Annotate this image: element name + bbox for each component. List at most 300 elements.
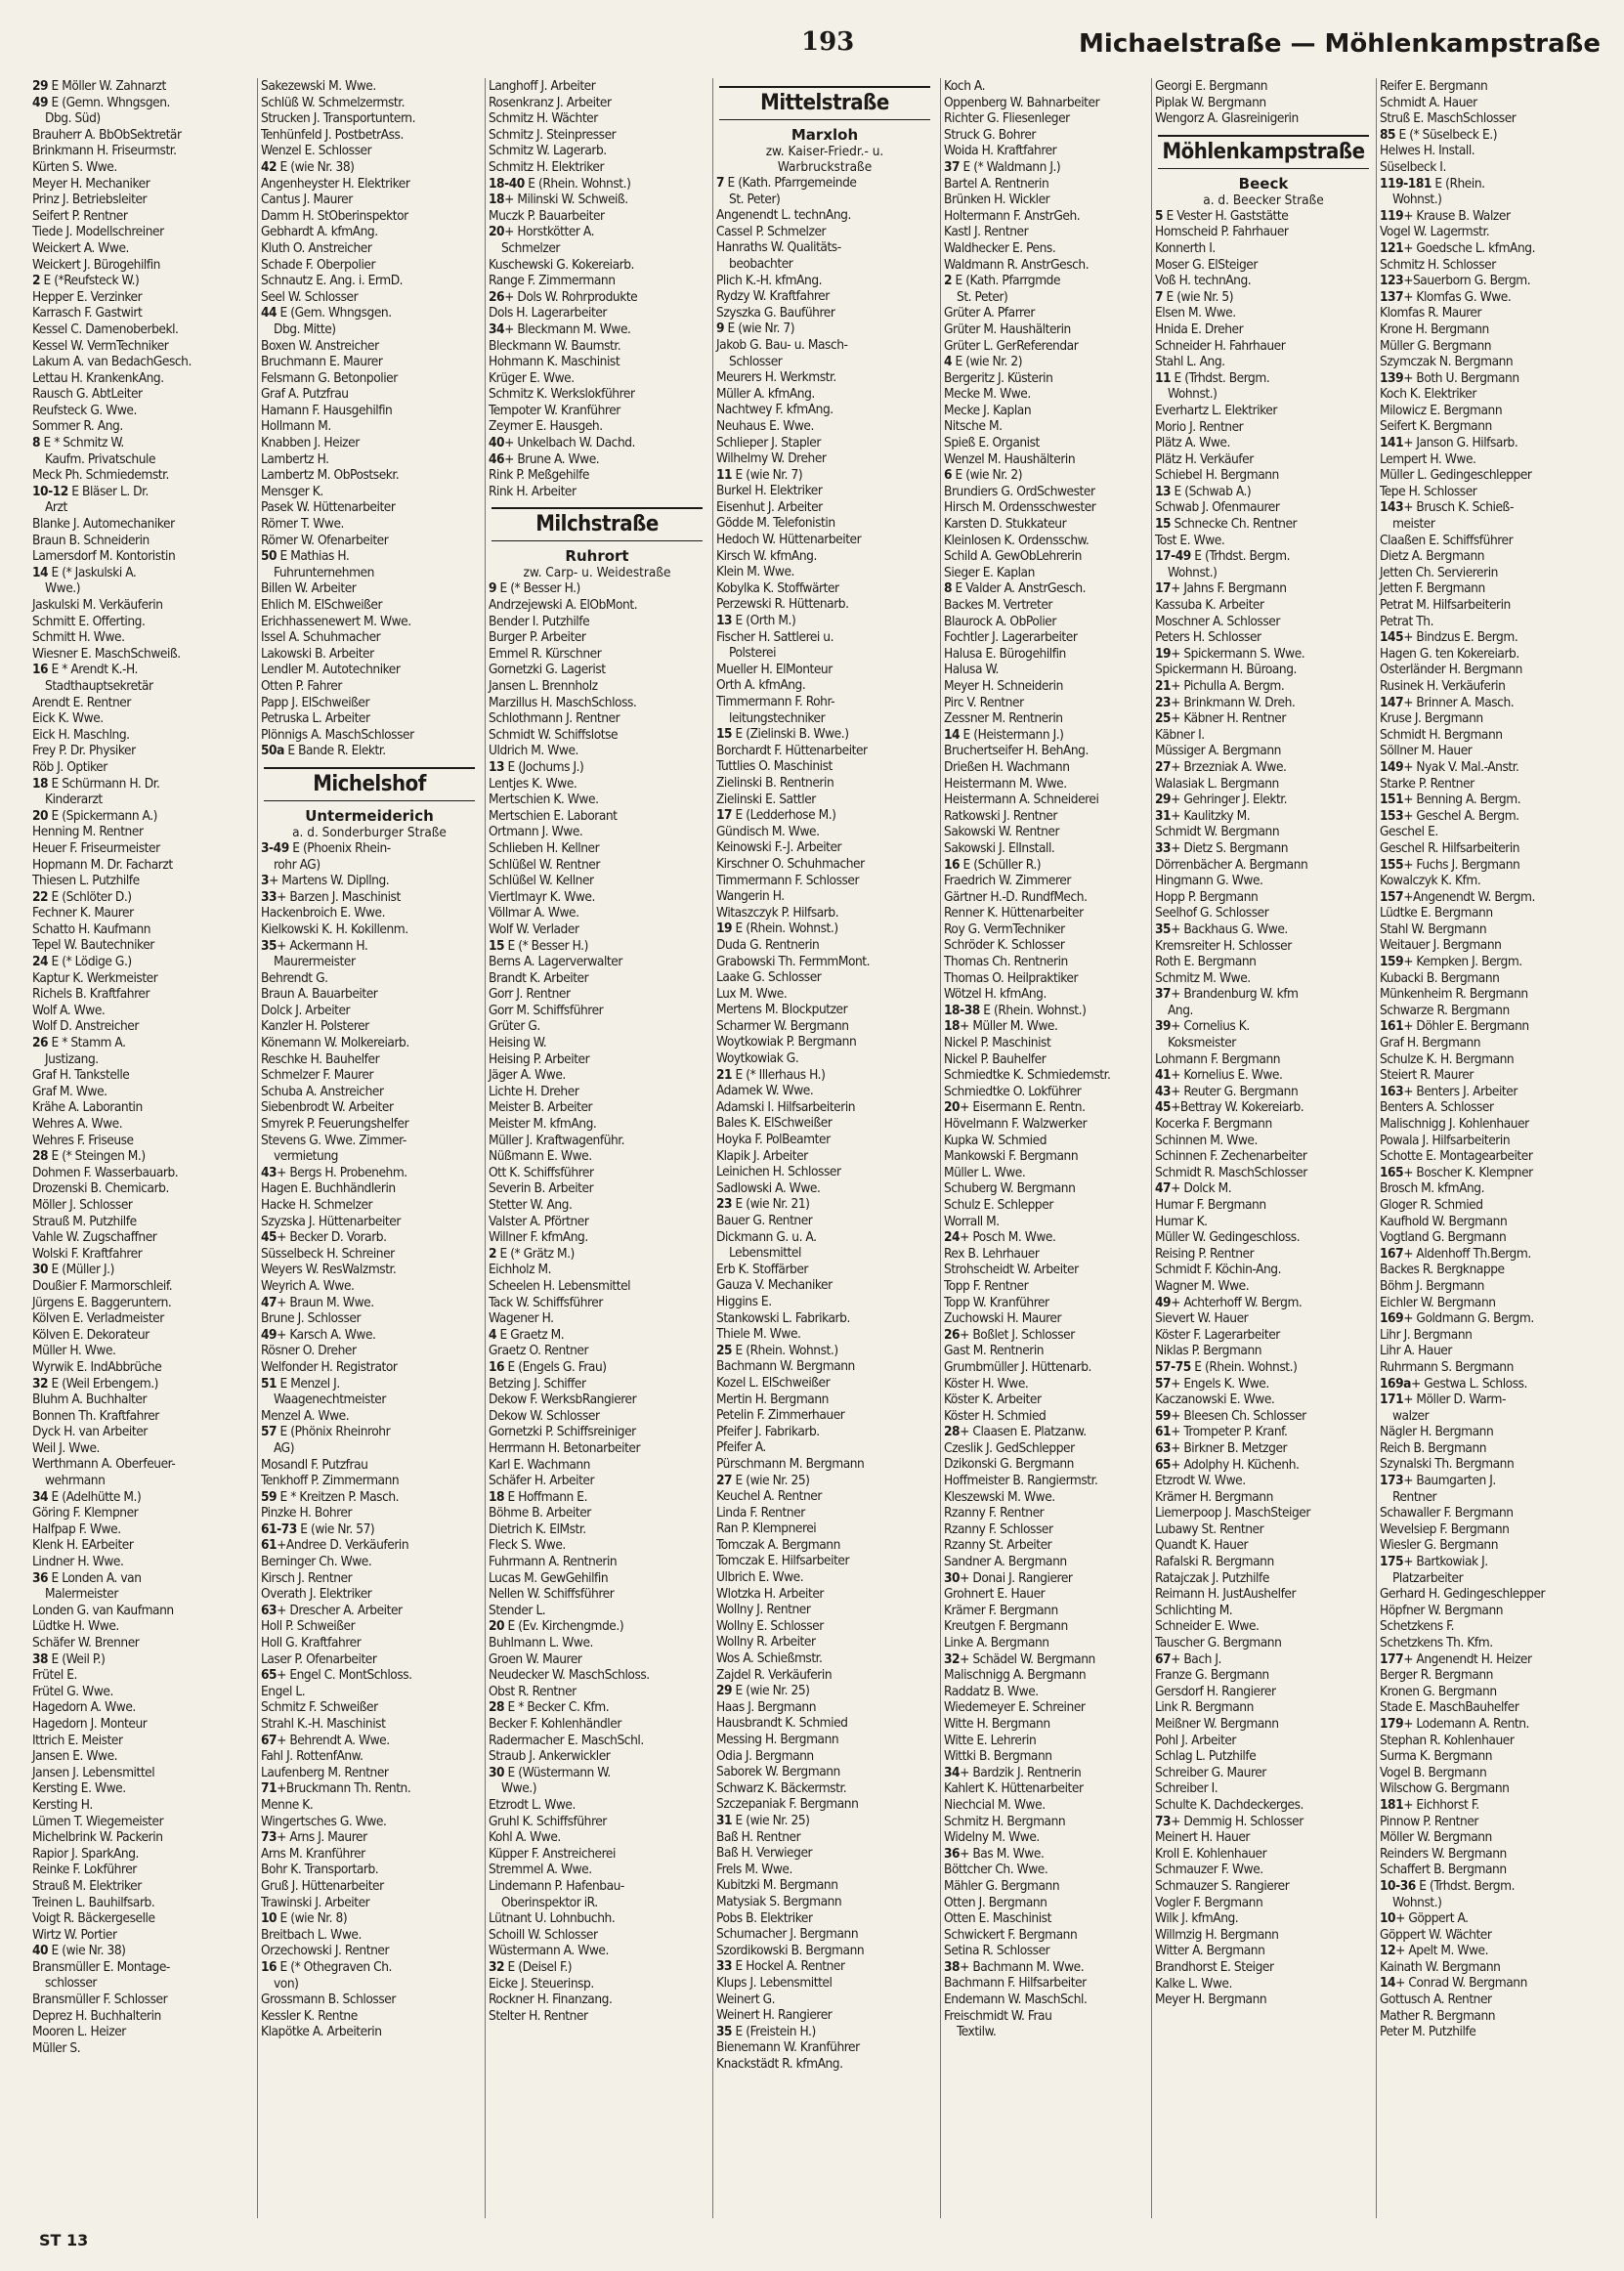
entry-text: Erb K. Stoffärber	[716, 1261, 809, 1277]
resident-entry	[713, 662, 936, 678]
entry-text: Köster F. Lagerarbeiter	[1155, 1326, 1280, 1343]
entry-text: Schwickert F. Bergmann	[944, 1926, 1078, 1943]
house-number: 38	[944, 1958, 961, 1975]
house-number: 17	[716, 807, 733, 824]
entry-text: Dbg. Süd)	[45, 110, 101, 127]
resident-entry	[1377, 565, 1600, 581]
resident-entry	[1377, 1180, 1600, 1197]
house-number: 2	[944, 273, 953, 289]
entry-text: Schmidt W. Bergmann	[1155, 824, 1280, 840]
house-entry	[486, 321, 708, 338]
house-number: 7	[716, 175, 725, 191]
entry-text: Textilw.	[957, 2024, 997, 2040]
entry-text: Kassuba K. Arbeiter	[1155, 597, 1264, 614]
entry-text: Schmidt A. Hauer	[1380, 94, 1477, 110]
resident-entry	[1152, 1846, 1375, 1863]
entry-text: E (Spickermann A.)	[48, 807, 157, 824]
resident-entry	[29, 629, 252, 646]
entry-text: Eick K. Wwe.	[32, 710, 104, 727]
entry-text: vermietung	[274, 1148, 338, 1165]
resident-entry	[1152, 305, 1375, 321]
house-entry	[486, 580, 708, 597]
house-number: 28	[944, 1424, 961, 1440]
resident-entry	[941, 1180, 1164, 1197]
house-number: 65	[1155, 1456, 1172, 1473]
resident-entry	[941, 1586, 1164, 1603]
entry-text: Sakezewski M. Wwe.	[261, 78, 376, 94]
resident-entry	[941, 678, 1164, 695]
entry-text: Mensger K.	[261, 483, 323, 499]
entry-text: Orth A. kfmAng.	[716, 677, 806, 694]
resident-entry	[713, 1456, 936, 1473]
entry-text: Stelter H. Rentner	[489, 2007, 588, 2024]
entry-text: Malischnigg J. Kohlenhauer	[1380, 1116, 1529, 1132]
resident-entry	[1377, 1992, 1600, 2008]
house-entry	[258, 1424, 481, 1440]
resident-entry	[1152, 662, 1375, 678]
column-1	[29, 78, 252, 2218]
resident-entry	[258, 614, 481, 630]
house-entry	[1152, 484, 1375, 500]
resident-entry	[486, 1018, 708, 1035]
street-location-note: zw. Carp- u. Weidestraße	[523, 565, 671, 581]
entry-text: Vogel W. Lagermstr.	[1380, 224, 1490, 240]
entry-text: E (Zielinski B. Wwe.)	[732, 726, 849, 743]
resident-entry	[258, 127, 481, 144]
entry-text: Backes M. Vertreter	[944, 597, 1053, 613]
house-entry	[258, 1829, 481, 1846]
entry-text: E (Adelhütte M.)	[48, 1488, 142, 1505]
entry-text: Schotte E. Montagearbeiter	[1380, 1148, 1533, 1165]
house-number: 19	[1155, 645, 1172, 662]
house-entry	[1152, 1440, 1375, 1457]
resident-entry	[258, 418, 481, 435]
entry-text: Borchardt F. Hüttenarbeiter	[716, 742, 868, 758]
entry-text: Lütnant U. Lohnbuchh.	[489, 1910, 616, 1927]
resident-entry	[1377, 1343, 1600, 1359]
resident-entry	[1152, 1927, 1375, 1944]
resident-entry	[941, 954, 1164, 970]
resident-entry	[29, 727, 252, 744]
house-entry	[1377, 240, 1600, 257]
resident-entry	[258, 1035, 481, 1051]
house-entry	[713, 1958, 936, 1975]
entry-text: Ortmann J. Wwe.	[489, 824, 583, 840]
entry-text: Cantus J. Maurer	[261, 192, 353, 208]
entry-text: Krähe A. Laborantin	[32, 1099, 143, 1116]
entry-text: Brauherr A. BbObSektretär	[32, 126, 182, 143]
entry-text: Lendler M. Autotechniker	[261, 662, 401, 678]
house-number: 13	[716, 613, 733, 629]
resident-entry	[258, 1684, 481, 1700]
entry-text: Jäger A. Wwe.	[489, 1067, 566, 1084]
house-entry	[29, 95, 252, 111]
resident-entry	[1377, 1603, 1600, 1619]
entry-text: Lichte H. Dreher	[489, 1083, 579, 1099]
entry-text: E (Trhdst. Bergm.	[1171, 369, 1270, 386]
entry-text: Kronen G. Bergmann	[1380, 1683, 1497, 1699]
entry-text: Menne K.	[261, 1796, 314, 1813]
resident-entry	[29, 354, 252, 370]
resident-entry	[713, 969, 936, 986]
entry-text: E (Schlöter D.)	[48, 888, 132, 905]
entry-text: E (wie Nr. 8)	[277, 1910, 348, 1927]
resident-entry	[941, 403, 1164, 419]
resident-entry	[29, 1310, 252, 1327]
resident-entry	[941, 970, 1164, 987]
house-number: 33	[1155, 839, 1172, 856]
entry-text: Kanzler H. Polsterer	[261, 1018, 369, 1035]
resident-entry	[1152, 1537, 1375, 1554]
house-number: 137	[1380, 288, 1404, 305]
entry-text: Kersting E. Wwe.	[32, 1780, 126, 1797]
house-entry	[941, 727, 1164, 744]
resident-entry	[1377, 921, 1600, 938]
entry-text: Justizang.	[45, 1050, 99, 1067]
resident-entry	[941, 548, 1164, 565]
resident-entry	[941, 451, 1164, 468]
resident-entry	[486, 921, 708, 938]
resident-entry	[29, 873, 252, 889]
resident-entry	[258, 597, 481, 614]
resident-entry	[1377, 1780, 1600, 1797]
house-entry	[713, 1196, 936, 1213]
entry-text: Buhlmann L. Wwe.	[489, 1635, 593, 1651]
house-entry	[1377, 889, 1600, 906]
entry-text: Tack W. Schiffsführer	[489, 1294, 603, 1310]
entry-text: Petruska L. Arbeiter	[261, 710, 370, 727]
resident-entry	[713, 1845, 936, 1862]
resident-entry	[486, 1716, 708, 1733]
resident-entry	[1152, 533, 1375, 549]
house-entry	[1377, 1165, 1600, 1181]
entry-text: Schulte K. Dachdeckerges.	[1155, 1796, 1303, 1813]
entry-text: + Posch M. Wwe.	[960, 1229, 1056, 1246]
entry-text: + Kempken J. Bergm.	[1403, 954, 1522, 970]
entry-text: Hackenbroich E. Wwe.	[261, 905, 386, 921]
resident-entry	[258, 435, 481, 451]
entry-text: Arendt E. Rentner	[32, 694, 131, 710]
resident-entry	[713, 1002, 936, 1018]
entry-text: Neudecker W. MaschSchloss.	[489, 1667, 650, 1684]
entry-text: Lakowski B. Arbeiter	[261, 645, 374, 662]
entry-text: E (Rhein. Wohnst.)	[732, 1342, 838, 1358]
entry-text: Pasek W. Hüttenarbeiter	[261, 499, 396, 516]
resident-entry	[1377, 1424, 1600, 1440]
house-entry	[258, 1959, 481, 1976]
entry-text: Klapik J. Arbeiter	[716, 1147, 808, 1164]
entry-text: Mähler G. Bergmann	[944, 1877, 1060, 1894]
entry-text: Schneider H. Fahrhauer	[1155, 337, 1286, 354]
entry-text: Gottusch A. Rentner	[1380, 1992, 1492, 2008]
resident-entry	[258, 467, 481, 484]
resident-entry	[941, 1133, 1164, 1149]
entry-text: Kalke L. Wwe.	[1155, 1975, 1232, 1992]
house-number: 17	[1155, 580, 1172, 597]
house-number: 73	[261, 1829, 278, 1846]
entry-text: Blanke J. Automechaniker	[32, 516, 175, 533]
entry-text: Wingertsches G. Wwe.	[261, 1813, 387, 1829]
house-entry	[941, 1765, 1164, 1781]
house-number: 45	[1155, 1099, 1172, 1116]
resident-entry	[941, 1456, 1164, 1473]
entry-text: E (* Besser H.)	[496, 580, 580, 597]
entry-text: Rosenkranz J. Arbeiter	[489, 94, 612, 110]
entry-text: Wittki B. Bergmann	[944, 1748, 1052, 1765]
resident-entry	[29, 1699, 252, 1716]
entry-text: Gersdorf H. Rangierer	[1155, 1683, 1276, 1699]
entry-text: Gärtner H.-D. RundfMech.	[944, 888, 1088, 905]
entry-text: Wwe.)	[45, 580, 81, 597]
resident-entry	[29, 1716, 252, 1733]
entry-text: Grumbmüller J. Hüttenarb.	[944, 1358, 1091, 1375]
resident-entry	[486, 1440, 708, 1457]
house-entry	[1152, 921, 1375, 938]
house-entry	[29, 484, 252, 500]
house-number: 57-75	[1155, 1358, 1191, 1375]
entry-text: Gebhardt A. kfmAng.	[261, 224, 378, 240]
resident-entry	[29, 386, 252, 403]
entry-text: Klenk H. EArbeiter	[32, 1537, 134, 1554]
entry-text: Grüter G.	[489, 1018, 540, 1035]
entry-text: Zessner M. Rentnerin	[944, 710, 1063, 727]
resident-entry	[486, 110, 708, 127]
entry-text: Stahl L. Ang.	[1155, 354, 1225, 370]
entry-text: Schmitt H. Wwe.	[32, 629, 125, 646]
resident-entry	[941, 824, 1164, 840]
resident-entry	[1377, 1489, 1600, 1506]
entry-text: Wyrwik E. IndAbbrüche	[32, 1358, 162, 1375]
entry-text: Gündisch M. Wwe.	[716, 823, 820, 839]
resident-entry	[258, 1392, 481, 1408]
resident-entry	[713, 1439, 936, 1456]
entry-text: Claaßen E. Schiffsführer	[1380, 532, 1514, 548]
entry-text: Krämer H. Bergmann	[1155, 1488, 1273, 1505]
entry-text: Tauscher G. Bergmann	[1155, 1635, 1282, 1651]
entry-text: E (Orth M.)	[732, 613, 796, 629]
entry-text: + Achterhoff W. Bergm.	[1171, 1294, 1303, 1310]
entry-text: Radermacher E. MaschSchl.	[489, 1732, 644, 1748]
entry-text: Kirsch J. Rentner	[261, 1569, 353, 1586]
entry-text: Hingmann G. Wwe.	[1155, 873, 1263, 889]
entry-text: Mather R. Bergmann	[1380, 2007, 1496, 2024]
entry-text: + Dietz S. Bergmann	[1171, 839, 1289, 856]
resident-entry	[1377, 1116, 1600, 1133]
entry-text: Böttcher Ch. Wwe.	[944, 1862, 1048, 1878]
entry-text: E (wie Nr. 2)	[952, 354, 1023, 370]
entry-text: Petrat M. Hilfsarbeiterin	[1380, 597, 1511, 613]
entry-text: Wollny R. Arbeiter	[716, 1634, 816, 1650]
resident-entry	[713, 694, 936, 710]
entry-text: E (Freistein H.)	[732, 2023, 816, 2039]
entry-text: Höpfner W. Bergmann	[1380, 1602, 1504, 1618]
entry-text: Billen W. Arbeiter	[261, 580, 357, 597]
entry-text: + Brinkmann W. Dreh.	[1171, 694, 1296, 710]
entry-text: Lümen T. Wiegemeister	[32, 1813, 164, 1829]
resident-entry	[29, 986, 252, 1003]
entry-text: Kölven E. Verladmeister	[32, 1310, 164, 1327]
resident-entry	[29, 614, 252, 630]
entry-text: Meyer H. Schneiderin	[944, 677, 1063, 694]
entry-text: Otten J. Bergmann	[944, 1894, 1047, 1910]
house-number: 61-73	[261, 1521, 297, 1537]
entry-text: Schmitz W. Lagerarb.	[489, 143, 607, 159]
resident-entry	[1377, 224, 1600, 240]
resident-entry	[29, 1765, 252, 1781]
entry-text: E Vester H. Gaststätte	[1163, 207, 1289, 224]
resident-entry	[1377, 1748, 1600, 1765]
resident-entry	[713, 256, 936, 273]
entry-text: Schmidt R. MaschSchlosser	[1155, 1164, 1307, 1180]
resident-entry	[713, 1115, 936, 1132]
resident-entry	[486, 1392, 708, 1408]
house-entry	[1377, 176, 1600, 193]
entry-text: Lüdtke E. Bergmann	[1380, 905, 1493, 921]
house-number: 169a	[1380, 1375, 1411, 1392]
resident-entry	[486, 257, 708, 274]
resident-entry	[1377, 1408, 1600, 1425]
resident-entry	[29, 1554, 252, 1570]
resident-entry	[29, 1975, 252, 1992]
house-number: 15	[716, 726, 733, 743]
entry-text: Wolf D. Anstreicher	[32, 1018, 139, 1035]
resident-entry	[29, 1018, 252, 1035]
entry-text: Rzanny F. Rentner	[944, 1505, 1045, 1521]
entry-text: + Pichulla A. Bergm.	[1171, 678, 1285, 694]
entry-text: Göring F. Klempner	[32, 1505, 139, 1521]
house-entry	[1377, 1651, 1600, 1668]
resident-entry	[713, 1099, 936, 1116]
entry-text: Mertin H. Bergmann	[716, 1391, 829, 1407]
resident-entry	[941, 792, 1164, 808]
resident-entry	[29, 597, 252, 614]
entry-text: + Benters J. Arbeiter	[1403, 1083, 1517, 1099]
entry-text: Müller G. Bergmann	[1380, 337, 1492, 354]
resident-entry	[29, 1099, 252, 1116]
resident-entry	[1152, 1699, 1375, 1716]
resident-entry	[258, 1570, 481, 1587]
house-entry	[713, 1813, 936, 1829]
resident-entry	[1152, 1489, 1375, 1506]
resident-entry	[486, 662, 708, 678]
resident-entry	[486, 1780, 708, 1797]
resident-entry	[258, 1992, 481, 2008]
resident-entry	[1377, 257, 1600, 274]
entry-text: Knabben J. Heizer	[261, 435, 360, 451]
house-entry	[258, 938, 481, 955]
entry-text: E (Rhein. Wohnst.)	[732, 921, 838, 937]
house-entry	[258, 1733, 481, 1749]
entry-text: Reimann H. JustAushelfer	[1155, 1586, 1297, 1603]
resident-entry	[941, 1440, 1164, 1457]
resident-entry	[258, 1067, 481, 1084]
resident-entry	[29, 1440, 252, 1457]
entry-text: Meißner W. Bergmann	[1155, 1716, 1279, 1732]
resident-entry	[486, 1343, 708, 1359]
entry-text: Liemerpoop J. MaschSteiger	[1155, 1505, 1310, 1521]
house-entry	[29, 78, 252, 95]
resident-entry	[941, 646, 1164, 663]
resident-entry	[941, 95, 1164, 111]
entry-text: Tuttlies O. Maschinist	[716, 758, 833, 775]
resident-entry	[1152, 1910, 1375, 1927]
resident-entry	[1152, 1667, 1375, 1684]
entry-text: Mooren L. Heizer	[32, 2024, 126, 2040]
resident-entry	[258, 1214, 481, 1230]
entry-text: Mueller H. ElMonteur	[716, 661, 833, 677]
house-number: 49	[32, 94, 49, 110]
resident-entry	[713, 986, 936, 1003]
house-entry	[1377, 370, 1600, 387]
entry-text: Müller S.	[32, 2039, 81, 2056]
house-entry	[1152, 840, 1375, 857]
entry-text: Frütel E.	[32, 1667, 77, 1684]
entry-text: Gruhl K. Schiffsführer	[489, 1813, 607, 1829]
house-number: 18-40	[489, 175, 525, 192]
entry-text: Trawinski J. Arbeiter	[261, 1894, 370, 1910]
entry-text: + Donai J. Rangierer	[960, 1569, 1073, 1586]
resident-entry	[486, 1910, 708, 1927]
entry-text: Willner F. kfmAng.	[489, 1229, 588, 1246]
entry-text: Kirschner O. Schuhmacher	[716, 855, 865, 872]
resident-entry	[1152, 110, 1375, 127]
resident-entry	[713, 1926, 936, 1943]
resident-entry	[258, 1635, 481, 1651]
resident-entry	[258, 921, 481, 938]
entry-text: E (Gem. Whngsgen.	[277, 305, 392, 321]
resident-entry	[258, 289, 481, 306]
house-entry	[29, 1651, 252, 1668]
resident-entry	[486, 678, 708, 695]
entry-text: E (Trhdst. Bergm.	[1190, 548, 1291, 565]
resident-entry	[486, 1473, 708, 1489]
entry-text: Schumacher J. Bergmann	[716, 1926, 859, 1943]
entry-text: + Bartkowiak J.	[1403, 1554, 1488, 1570]
resident-entry	[486, 1051, 708, 1068]
entry-text: Hagen G. ten Kokereiarb.	[1380, 645, 1519, 662]
resident-entry	[941, 435, 1164, 451]
district-heading: Ruhrort	[565, 547, 629, 566]
resident-entry	[258, 695, 481, 711]
house-number: 34	[489, 321, 505, 337]
resident-entry	[486, 840, 708, 857]
resident-entry	[1152, 1586, 1375, 1603]
entry-text: Kessel C. Damenoberbekl.	[32, 321, 179, 337]
entry-text: Könemann W. Molkereiarb.	[261, 1035, 409, 1051]
entry-text: Schoill W. Schlosser	[489, 1926, 598, 1943]
house-entry	[1152, 516, 1375, 533]
entry-text: Tomczak A. Bergmann	[716, 1536, 840, 1553]
resident-entry	[713, 418, 936, 435]
resident-entry	[941, 1943, 1164, 1959]
entry-text: Damm H. StOberinspektor	[261, 207, 408, 224]
resident-entry	[713, 564, 936, 580]
house-entry	[258, 548, 481, 565]
house-entry	[1152, 1018, 1375, 1035]
resident-entry	[941, 289, 1164, 306]
resident-entry	[486, 1684, 708, 1700]
resident-entry	[486, 1586, 708, 1603]
entry-text: + Gehringer J. Elektr.	[1171, 792, 1288, 808]
entry-text: Rzanny St. Arbeiter	[944, 1537, 1052, 1554]
resident-entry	[1152, 1116, 1375, 1133]
resident-entry	[486, 1537, 708, 1554]
resident-entry	[486, 484, 708, 500]
resident-entry	[1152, 467, 1375, 484]
entry-text: Lucas M. GewGehilfin	[489, 1569, 609, 1586]
entry-text: wehrmann	[45, 1473, 106, 1489]
house-number: 14	[32, 564, 49, 580]
